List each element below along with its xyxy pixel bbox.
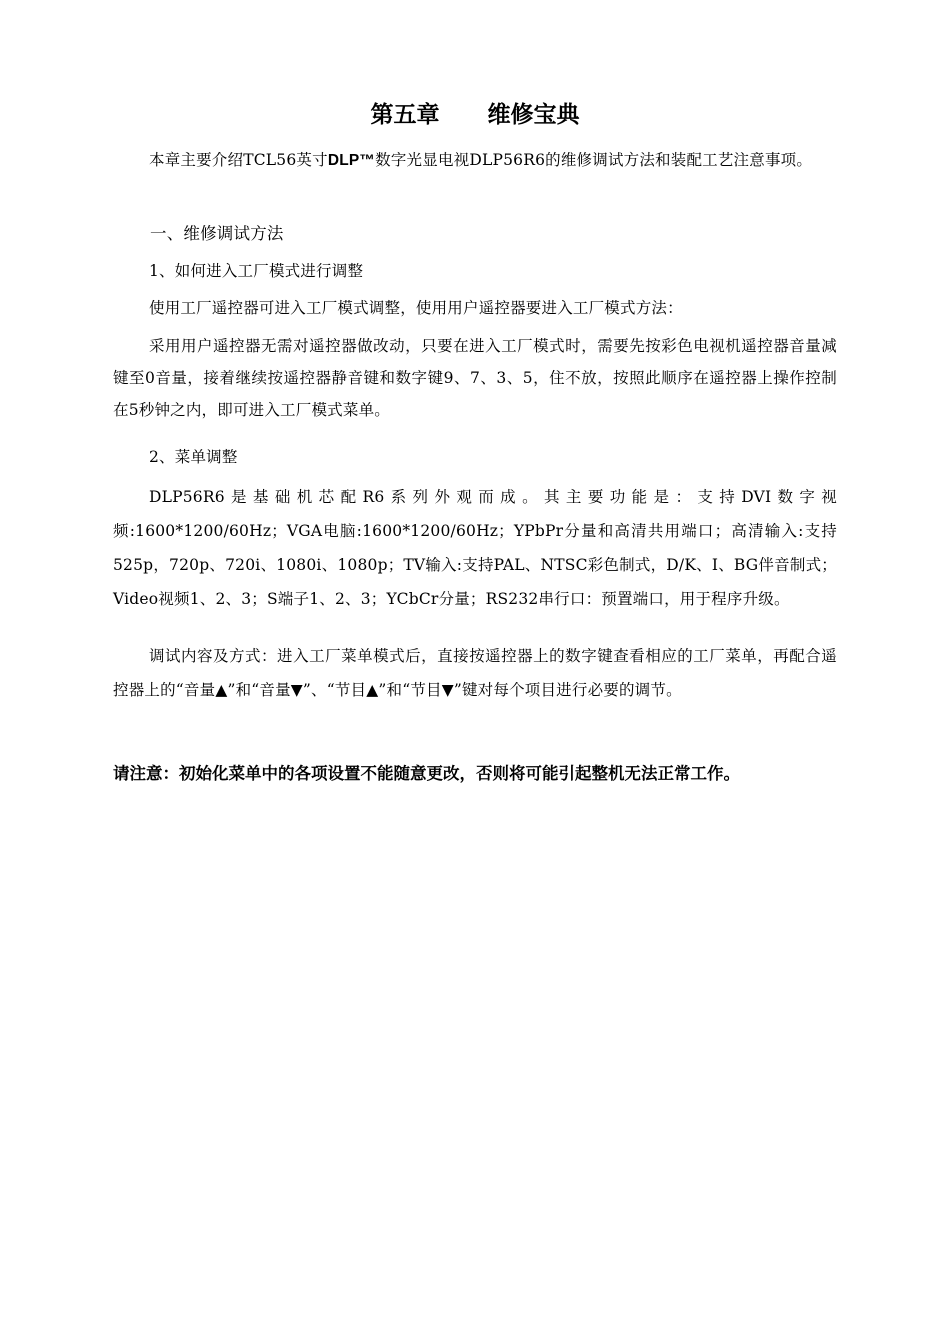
intro-text-before: 本章主要介绍TCL56英寸 [149,151,328,169]
section-heading: 一、维修调试方法 [150,224,284,243]
warning-notice: 请注意：初始化菜单中的各项设置不能随意更改，否则将可能引起整机无法正常工作。 [113,764,740,783]
intro-paragraph [113,144,837,177]
adjustment-paragraph: 调试内容及方式：进入工厂菜单模式后，直接按遥控器上的数字键查看相应的工厂菜单，再配合遥控器上的“音量▲”和“音量▼”、“节目▲”和“节目▼”键对每个项目进行必要的调节。 [113,647,837,699]
intro-text-after: 数字光显电视DLP56R6的维修调试方法和装配工艺注意事项。 [375,151,813,169]
features-paragraph: DLP56R6是基础机芯配R6系列外观而成。其主要功能是：支持DVI数字视频:1600*1200/60Hz；VGA电脑:1600*1200/60Hz；YPbPr分量和高清共用端口；高清输入:支持525p，720p、720i、1080i、1080p；TV输入:支持PAL、NTSC彩色制式，D/K、I、BG伴音制式；Video视频1、2、3；S端子1、2、3；YCbCr分量；RS232串行口：预置端口，用于程序升级。 [113,488,837,608]
subsection-heading-1: 1、如何进入工厂模式进行调整 [149,262,364,280]
subsection-heading-2: 2、菜单调整 [149,448,238,466]
dlp-brand: DLP™ [327,152,376,169]
chapter-number: 第五章 [370,102,440,128]
factory-mode-paragraph-2: 采用用户遥控器无需对遥控器做改动，只要在进入工厂模式时，需要先按彩色电视机遥控器音量减键至0音量，接着继续按遥控器静音键和数字键9、7、3、5，住不放，按照此顺序在遥控器上操作控制在5秒钟之内，即可进入工厂模式菜单。 [113,337,837,419]
chapter-title [0,96,950,129]
factory-mode-paragraph-1: 使用工厂遥控器可进入工厂模式调整，使用用户遥控器要进入工厂模式方法： [149,299,683,317]
chapter-name: 维修宝典 [487,102,580,128]
